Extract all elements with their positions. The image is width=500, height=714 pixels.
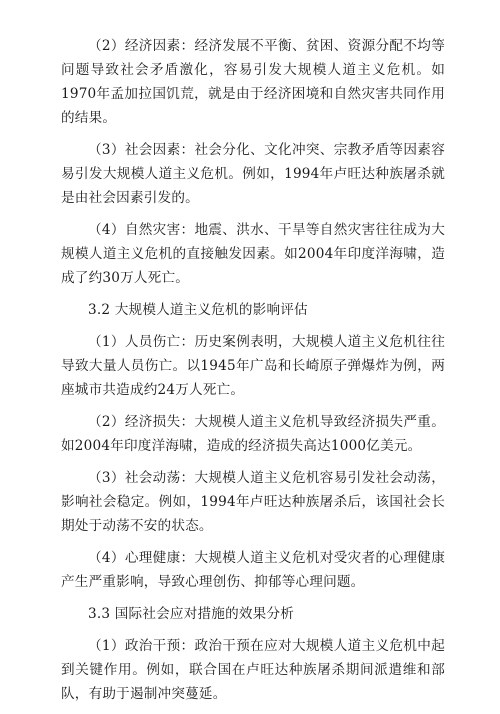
paragraph-political-intervention: （1）政治干预：政治干预在应对大规模人道主义危机中起到关键作用。例如，联合国在卢旺达种族屠杀期间派遣维和部队，有助于遏制冲突蔓延。 [61, 638, 445, 702]
paragraph-social-factors: （3）社会因素：社会分化、文化冲突、宗教矛盾等因素容易引发大规模人道主义危机。例如，1994年卢旺达种族屠杀就是由社会因素引发的。 [61, 142, 445, 206]
paragraph-economic-factors: （2）经济因素：经济发展不平衡、贫困、资源分配不均等问题导致社会矛盾激化，容易引发大规模人道主义危机。如1970年孟加拉国饥荒，就是由于经济困境和自然灾害共同作用的结果。 [61, 38, 445, 126]
paragraph-social-unrest: （3）社会动荡：大规模人道主义危机容易引发社会动荡，影响社会稳定。例如，1994年卢旺达种族屠杀后，该国社会长期处于动荡不安的状态。 [61, 470, 445, 534]
section-heading-response-analysis: 3.3 国际社会应对措施的效果分析 [88, 606, 295, 622]
paragraph-casualties: （1）人员伤亡：历史案例表明，大规模人道主义危机往往导致大量人员伤亡。以1945年广岛和长崎原子弹爆炸为例，两座城市共造成约24万人死亡。 [61, 334, 445, 398]
document-page [61, 34, 445, 714]
paragraph-economic-loss: （2）经济损失：大规模人道主义危机导致经济损失严重。如2004年印度洋海啸，造成的经济损失高达1000亿美元。 [61, 414, 445, 454]
paragraph-mental-health: （4）心理健康：大规模人道主义危机对受灾者的心理健康产生严重影响，导致心理创伤、抑郁等心理问题。 [61, 550, 445, 590]
paragraph-natural-disasters: （4）自然灾害：地震、洪水、干旱等自然灾害往往成为大规模人道主义危机的直接触发因素。如2004年印度洋海啸，造成了约30万人死亡。 [61, 222, 445, 286]
section-heading-impact-assessment: 3.2 大规模人道主义危机的影响评估 [88, 302, 308, 318]
